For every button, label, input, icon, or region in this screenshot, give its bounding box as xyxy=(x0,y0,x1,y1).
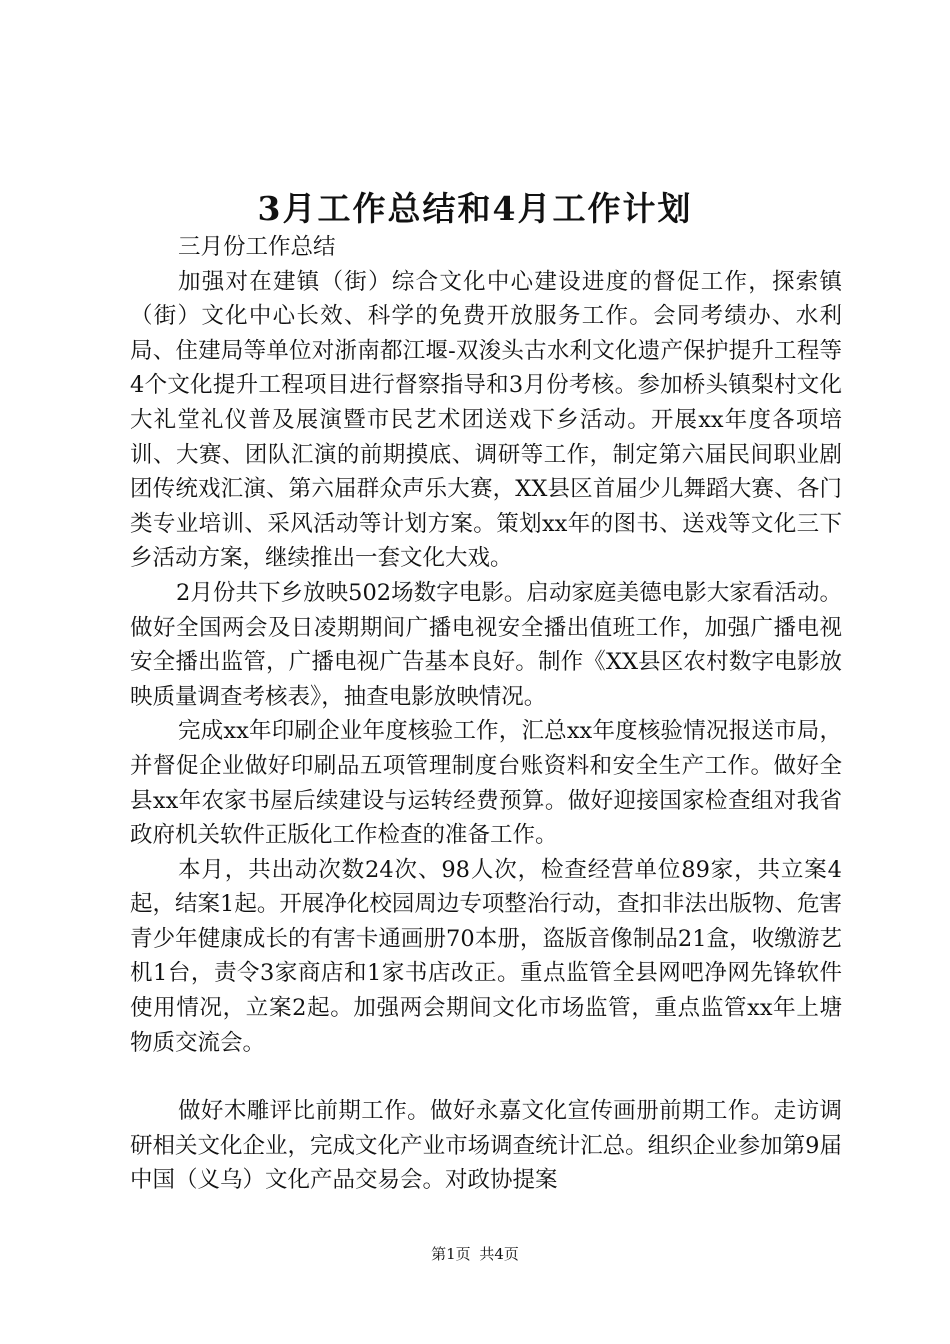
paragraph-1: 加强对在建镇（街）综合文化中心建设进度的督促工作，探索镇（街）文化中心长效、科学的免费开放服务工作。会同考绩办、水利局、住建局等单位对浙南都江堰-双浚头古水利文化遗产保护提升工程等4个文化提升工程项目进行督察指导和3月份考核。参加桥头镇梨村文化大礼堂礼仪普及展演暨市民艺术团送戏下乡活动。开展xx年度各项培训、大赛、团队汇演的前期摸底、调研等工作，制定第六届民间职业剧团传统戏汇演、第六届群众声乐大赛，XX县区首届少儿舞蹈大赛、各门类专业培训、采风活动等计划方案。策划xx年的图书、送戏等文化三下乡活动方案，继续推出一套文化大戏。 xyxy=(130,268,842,572)
document-body xyxy=(130,230,842,1198)
paragraph-2: 2月份共下乡放映502场数字电影。启动家庭美德电影大家看活动。做好全国两会及日凌期期间广播电视安全播出值班工作，加强广播电视安全播出监管，广播电视广告基本良好。制作《XX县区农村数字电影放映质量调查考核表》，抽查电影放映情况。 xyxy=(130,579,842,710)
paragraph-5: 做好木雕评比前期工作。做好永嘉文化宣传画册前期工作。走访调研相关文化企业，完成文化产业市场调查统计汇总。组织企业参加第9届中国（义乌）文化产品交易会。对政协提案 xyxy=(130,1098,842,1194)
page-title: 3月工作总结和4月工作计划 xyxy=(257,189,693,228)
paragraph-4: 本月，共出动次数24次、98人次，检查经营单位89家，共立案4起，结案1起。开展净化校园周边专项整治行动，查扣非法出版物、危害青少年健康成长的有害卡通画册70本册，盗版音像制品21盒，收缴游艺机1台，责令3家商店和1家书店改正。重点监管全县网吧净网先锋软件使用情况，立案2起。加强两会期间文化市场监管，重点监管xx年上塘物质交流会。 xyxy=(130,856,842,1056)
page-number: 第1页 共4页 xyxy=(431,1245,519,1263)
paragraph-3: 完成xx年印刷企业年度核验工作，汇总xx年度核验情况报送市局，并督促企业做好印刷品五项管理制度台账资料和安全生产工作。做好全县xx年农家书屋后续建设与运转经费预算。做好迎接国家检查组对我省政府机关软件正版化工作检查的准备工作。 xyxy=(130,718,842,849)
section-heading: 三月份工作总结 xyxy=(178,234,336,260)
